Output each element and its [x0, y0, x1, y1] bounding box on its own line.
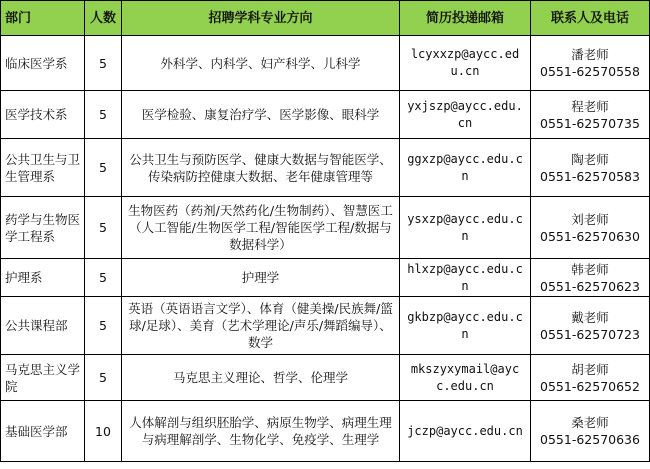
dept-cell: 临床医学系: [1, 36, 85, 91]
header-row: [1, 1, 650, 36]
email-cell[interactable]: ggxzp@aycc.edu.cn: [400, 139, 531, 197]
email-cell[interactable]: gkbzp@aycc.edu.cn: [400, 297, 531, 355]
contact-phone: 0551-62570583: [540, 168, 640, 184]
contact-name: 胡老师: [571, 361, 609, 377]
count-cell: 5: [85, 197, 122, 259]
contact-cell: [531, 297, 650, 355]
header-email: 简历投递邮箱: [400, 1, 531, 36]
direction-cell: 医学检验、康复治疗学、医学影像、眼科学: [122, 91, 400, 139]
contact-name: 韩老师: [571, 261, 609, 277]
email-cell[interactable]: yxjszp@aycc.edu.cn: [400, 91, 531, 139]
count-cell: 5: [85, 259, 122, 297]
contact-name: 桑老师: [571, 415, 609, 430]
email-cell[interactable]: mkszyxymail@aycc.edu.cn: [400, 355, 531, 401]
dept-cell: 公共卫生与卫生管理系: [1, 139, 85, 197]
table-row: [1, 36, 650, 91]
count-cell: 5: [85, 355, 122, 401]
contact-name: 刘老师: [571, 211, 609, 227]
direction-cell: 生物医药（药剂/天然药化/生物制药）、智慧医工（人工智能/生物医学工程/智能医学工程/数据与数据科学）: [122, 197, 400, 259]
contact-phone: 0551-62570558: [540, 64, 640, 79]
direction-cell: 外科学、内科学、妇产科学、儿科学: [122, 36, 400, 91]
contact-name: 潘老师: [571, 47, 609, 62]
email-cell[interactable]: hlxzp@aycc.edu.cn: [400, 259, 531, 297]
email-cell[interactable]: ysxzp@aycc.edu.cn: [400, 197, 531, 259]
header-dept: 部门: [1, 1, 85, 36]
contact-cell: [531, 36, 650, 91]
contact-phone: 0551-62570735: [540, 115, 640, 131]
email-cell[interactable]: lcyxxzp@aycc.edu.cn: [400, 36, 531, 91]
table-row: [1, 297, 650, 355]
direction-cell: 人体解剖与组织胚胎学、病原生物学、病理生理与病理解剖学、生物化学、免疫学、生理学: [122, 401, 400, 462]
header-direction: 招聘学科专业方向: [122, 1, 400, 36]
table-row: [1, 355, 650, 401]
direction-cell: 马克思主义理论、哲学、伦理学: [122, 355, 400, 401]
contact-name: 程老师: [571, 98, 609, 114]
contact-phone: 0551-62570630: [540, 228, 640, 244]
count-cell: 5: [85, 297, 122, 355]
contact-cell: [531, 91, 650, 139]
contact-phone: 0551-62570723: [540, 326, 640, 342]
count-cell: 5: [85, 36, 122, 91]
contact-cell: [531, 355, 650, 401]
direction-cell: 英语（英语语言文学）、体育（健美操/民族舞/篮球/足球）、美育（艺术学理论/声乐/舞蹈编导）、数学: [122, 297, 400, 355]
header-contact: 联系人及电话: [531, 1, 650, 36]
contact-phone: 0551-62570623: [540, 278, 640, 294]
dept-cell: 护理系: [1, 259, 85, 297]
contact-name: 戴老师: [571, 309, 609, 325]
table-row: [1, 139, 650, 197]
table-row: [1, 401, 650, 462]
email-cell[interactable]: jczp@aycc.edu.cn: [400, 401, 531, 462]
direction-cell: 护理学: [122, 259, 400, 297]
contact-cell: [531, 139, 650, 197]
dept-cell: 公共课程部: [1, 297, 85, 355]
header-count: 人数: [85, 1, 122, 36]
contact-name: 陶老师: [571, 151, 609, 167]
contact-cell: [531, 259, 650, 297]
contact-cell: [531, 401, 650, 462]
table-row: [1, 259, 650, 297]
contact-cell: [531, 197, 650, 259]
table-row: [1, 91, 650, 139]
count-cell: 5: [85, 139, 122, 197]
contact-phone: 0551-62570652: [540, 378, 640, 394]
dept-cell: 医学技术系: [1, 91, 85, 139]
direction-cell: 公共卫生与预防医学、健康大数据与智能医学、传染病防控健康大数据、老年健康管理等: [122, 139, 400, 197]
dept-cell: 基础医学部: [1, 401, 85, 462]
count-cell: 10: [85, 401, 122, 462]
table-row: [1, 197, 650, 259]
dept-cell: 药学与生物医学工程系: [1, 197, 85, 259]
contact-phone: 0551-62570636: [540, 432, 640, 447]
dept-cell: 马克思主义学院: [1, 355, 85, 401]
count-cell: 5: [85, 91, 122, 139]
